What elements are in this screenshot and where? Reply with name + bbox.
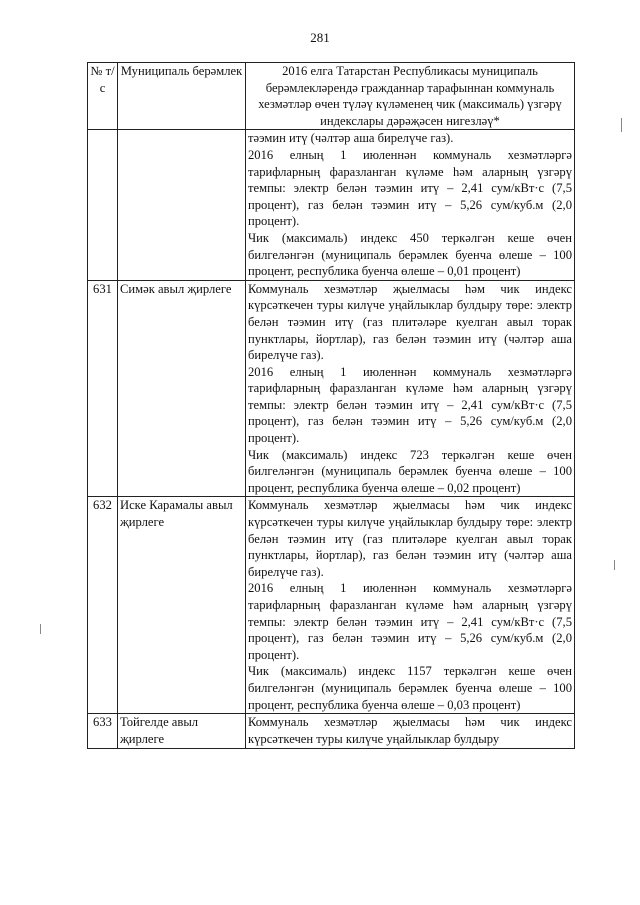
- scan-artifact: [40, 624, 41, 634]
- scan-artifact: [621, 118, 622, 132]
- paragraph: тәэмин итү (чәлтәр аша бирелүче газ).: [248, 131, 454, 146]
- row-municipality: Симәк авыл җирлеге: [118, 280, 246, 497]
- row-municipality: Иске Карамалы авыл җирлеге: [118, 497, 246, 714]
- row-number: 633: [88, 714, 118, 749]
- row-description: [246, 714, 575, 749]
- header-description: 2016 елга Татарстан Республикасы муниципаль берәмлекләрендә гражданнар тарафыннан коммуналь хезмәтләр өчен түләү күләменең чик (максималь) үзгәрү индекслары дәрәҗәсен нигезләү*: [246, 63, 575, 130]
- row-number: 632: [88, 497, 118, 714]
- page-number: 281: [310, 30, 330, 45]
- paragraph: 2016 елның 1 июленнән коммуналь хезмәтләргә тарифларның фаразланган күләме һәм аларның үзгәрү темпы: электр белән тәэмин итү – 2,41 сум/кВт·с (7,5 процент), газ белән тәэмин итү – 5,26 сум/куб.м (2,0 процент).: [248, 147, 572, 229]
- row-number: 631: [88, 280, 118, 497]
- continuation-row: [88, 130, 575, 280]
- scan-artifact: [614, 560, 615, 570]
- paragraph: 2016 елның 1 июленнән коммуналь хезмәтләргә тарифларның фаразланган күләме һәм аларның үзгәрү темпы: электр белән тәэмин итү – 2,41 сум/кВт·с (7,5 процент), газ белән тәэмин итү – 5,26 сум/куб.м (2,0 процент).: [248, 364, 572, 446]
- table-body: [88, 130, 575, 749]
- continuation-municipality-cell: [118, 130, 246, 280]
- paragraph: Коммуналь хезмәтләр җыелмасы һәм чик индекс күрсәткечен туры килүче уңайлыклар булдыру төре: электр белән тәэмин итү (газ плитәләре куелган авыл торак пунктлары, йортлар), газ белән тәэмин итү (чәлтәр аша бирелүче газ).: [248, 498, 572, 579]
- row-description: [246, 280, 575, 497]
- paragraph: Коммуналь хезмәтләр җыелмасы һәм чик индекс күрсәткечен туры килүче уңайлыклар булдыру төре: электр белән тәэмин итү (газ плитәләре куелган авыл торак пунктлары, йортлар), газ белән тәэмин итү (чәлтәр аша бирелүче газ).: [248, 281, 572, 363]
- row-description: [246, 497, 575, 714]
- paragraph: Чик (максималь) индекс 1157 теркәлгән кеше өчен билгеләнгән (муниципаль берәмлек буенча өлеше – 100 процент, республика буенча өлеше – 0,03 процент): [248, 664, 572, 712]
- continuation-description-cell: [246, 130, 575, 280]
- continuation-number-cell: [88, 130, 118, 280]
- table-row: [88, 280, 575, 497]
- header-number: № т/с: [88, 63, 118, 130]
- header-municipality: Муниципаль берәмлек: [118, 63, 246, 130]
- table-header-row: [88, 63, 575, 130]
- paragraph: Коммуналь хезмәтләр җыелмасы һәм чик индекс күрсәткечен туры килүче уңайлыклар булдыру: [248, 715, 572, 746]
- paragraph: Чик (максималь) индекс 723 теркәлгән кеше өчен билгеләнгән (муниципаль берәмлек буенча өлеше – 100 процент, республика буенча өлеше – 0,02 процент): [248, 447, 572, 495]
- table-row: [88, 497, 575, 714]
- paragraph: Чик (максималь) индекс 450 теркәлгән кеше өчен билгеләнгән (муниципаль берәмлек буенча өлеше – 100 процент, республика буенча өлеше – 0,01 процент): [248, 230, 572, 279]
- row-municipality: Тойгелде авыл җирлеге: [118, 714, 246, 749]
- table-row: [88, 714, 575, 749]
- paragraph: 2016 елның 1 июленнән коммуналь хезмәтләргә тарифларның фаразланган күләме һәм аларның үзгәрү темпы: электр белән тәэмин итү – 2,41 сум/кВт·с (7,5 процент), газ белән тәэмин итү – 5,26 сум/куб.м (2,0 процент).: [248, 581, 572, 662]
- municipal-index-table: [87, 62, 575, 749]
